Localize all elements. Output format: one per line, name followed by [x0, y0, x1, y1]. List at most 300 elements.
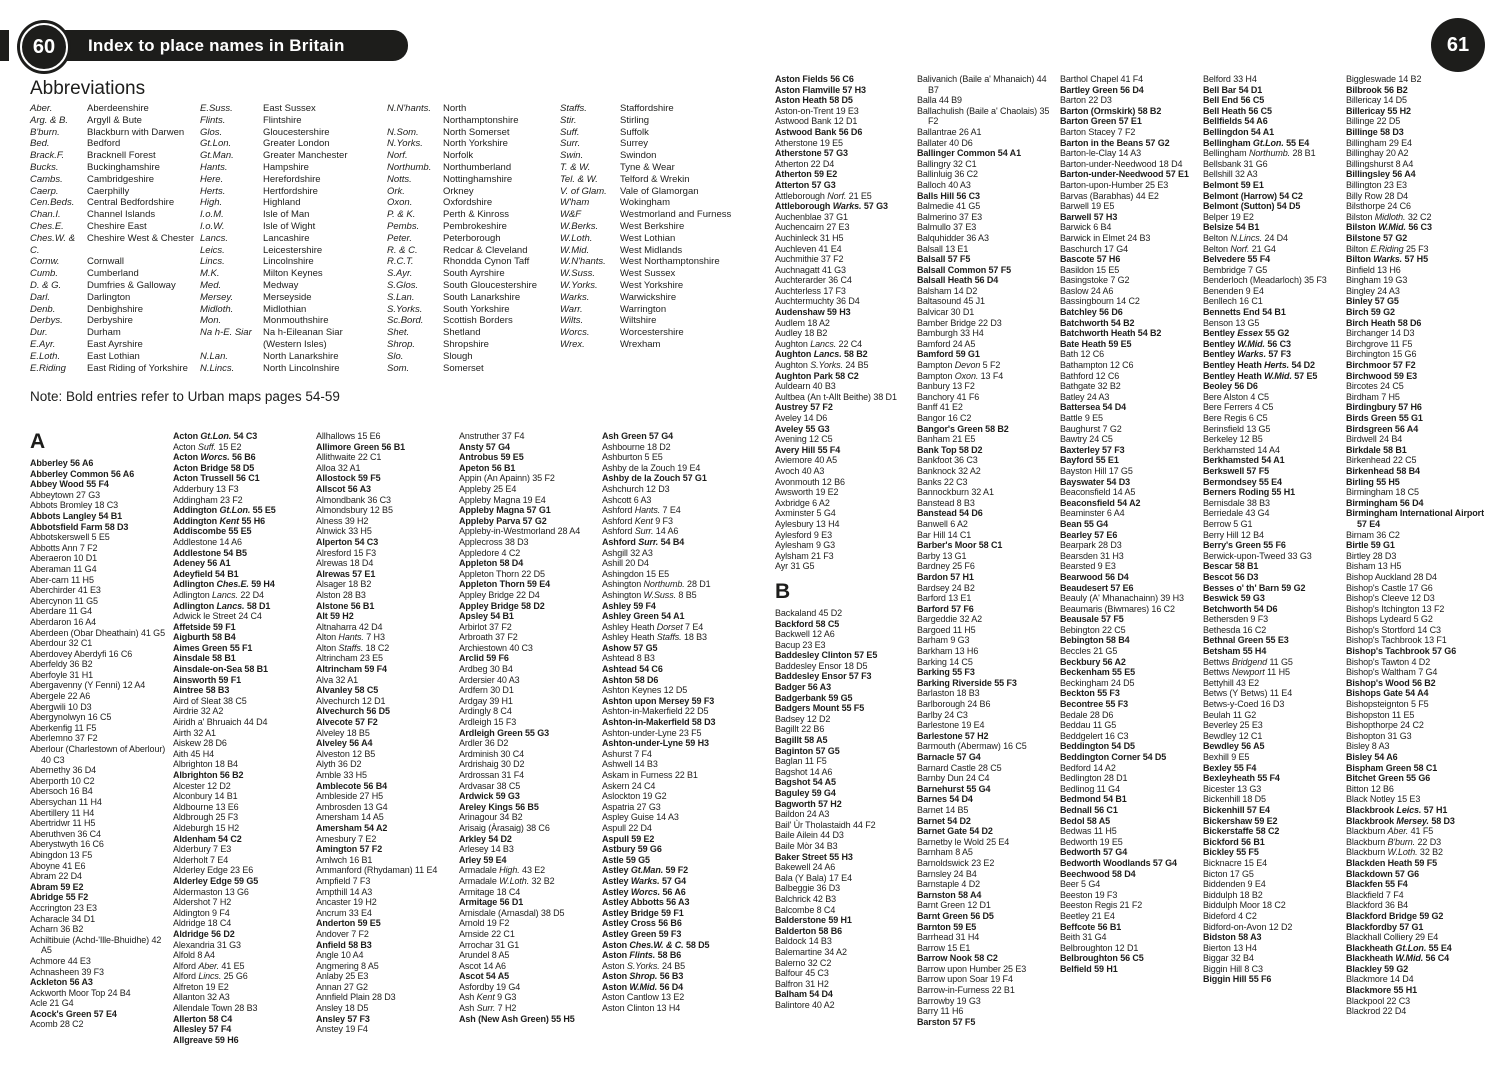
index-entry: Barford 57 F6 [917, 603, 974, 614]
index-entry: Bishop's Itchington 13 F2 [1346, 603, 1445, 614]
index-entry: Aberfoyle 31 H1 [30, 669, 94, 680]
abbreviation-definition: West Lothian [620, 232, 676, 244]
abbreviation: N.Yorks. [387, 138, 423, 150]
urban-maps-note: Note: Bold entries refer to Urban maps pages 54-59 [30, 389, 340, 404]
abbreviation-definition: Westmorland and Furness [620, 209, 732, 221]
abbreviation: M.K. [200, 268, 220, 280]
index-entry: Appledore 4 C2 [459, 547, 521, 558]
abbreviation-definition: Lancashire [263, 232, 310, 244]
index-entry: Benderloch (Meadarloch) 35 F3 [1203, 275, 1327, 286]
abbreviation-definition: East Lothian [87, 350, 140, 362]
index-entry: Aberaeron 10 D1 [30, 553, 98, 564]
index-entry: Baddesley Ensor 57 F3 [775, 671, 872, 682]
index-entry: Belford 33 H4 [1203, 74, 1257, 84]
page-number-right [1431, 18, 1485, 72]
index-entry: Altnaharra 42 D4 [316, 621, 383, 632]
index-entry: Bishop's Tawton 4 D2 [1346, 656, 1431, 667]
index-entry: Bedwas 11 H5 [1060, 826, 1117, 837]
index-entry: Ballantrae 26 A1 [917, 126, 982, 137]
index-entry: Berrow 5 G1 [1203, 518, 1253, 529]
abbreviation-definition: Somerset [443, 362, 484, 374]
abbreviation-definition: Shropshire [443, 338, 489, 350]
index-entry: Balfour 45 C3 [775, 968, 829, 979]
abbreviation-row [30, 127, 199, 139]
index-entry: Balivanich (Baile a' Mhanaich) 44 B7 [917, 74, 1047, 95]
index-entry: Alvecote 57 F2 [316, 717, 378, 728]
index-entry: Bernisdale 38 B3 [1203, 497, 1270, 508]
index-entry: Annfield Plain 28 D3 [316, 992, 396, 1003]
abbreviations-column-4 [560, 103, 742, 351]
index-entry: Bilston Midloth. 32 C2 [1346, 211, 1432, 222]
index-entry: Avoch 40 A3 [775, 465, 825, 476]
index-entry: Auchnagatt 41 G3 [775, 264, 846, 275]
index-entry: Appleby Parva 57 G2 [459, 515, 547, 526]
index-entry: Bitton 12 B6 [1346, 783, 1394, 794]
index-entry: Billericay 14 D5 [1346, 95, 1407, 106]
index-entry: Atherstone 19 E5 [775, 137, 843, 148]
index-entry: Aberlour (Charlestown of Aberlour) 40 C3 [30, 744, 166, 765]
index-entry: Barham 9 G3 [917, 635, 970, 646]
abbreviation-definition: Highland [263, 197, 301, 209]
index-entry: Belvedere 55 F4 [1203, 254, 1271, 265]
index-entry: Belsize 54 B1 [1203, 222, 1260, 233]
abbreviation-definition: East Sussex [263, 103, 316, 114]
index-entry: Batchley 56 D6 [1060, 307, 1123, 318]
index-entry: Bishops Lydeard 5 G2 [1346, 614, 1433, 625]
abbreviation-row [387, 174, 543, 186]
index-entry: Achmore 44 E3 [30, 955, 91, 966]
index-entry: Addlestone 54 B5 [173, 547, 247, 558]
index-entry: Avonmouth 12 B6 [775, 476, 845, 487]
index-entry: Ashby de la Zouch 57 G1 [602, 473, 707, 484]
index-entry: Bellingdon 54 A1 [1203, 126, 1275, 137]
index-entry: Acton Bridge 58 D5 [173, 462, 255, 473]
index-entry: Bewdley 56 A5 [1203, 741, 1265, 752]
index-entry: Blackford 36 B4 [1346, 900, 1409, 911]
abbreviation-definition: Peterborough [443, 232, 501, 244]
index-entry: Bail' Ùr Tholastaidh 44 F2 [775, 819, 876, 830]
index-entry: Bidford-on-Avon 12 D2 [1203, 921, 1293, 932]
abbreviation-row [30, 115, 199, 127]
index-entry: Bellingham Northumb. 28 B1 [1203, 148, 1316, 159]
index-entry: Bell Heath 56 C5 [1203, 105, 1272, 116]
index-entry: Aboyne 41 E6 [30, 860, 86, 871]
index-entry: Birchgrove 11 F5 [1346, 338, 1413, 349]
index-entry: Balham 54 D4 [775, 989, 833, 1000]
index-entry: Blackheath Gt.Lon. 55 E4 [1346, 942, 1452, 953]
index-entry: Bicknacre 15 E4 [1203, 857, 1268, 868]
abbreviation-definition: Milton Keynes [263, 268, 323, 280]
index-entry: Astley Worcs. 56 A6 [602, 886, 686, 897]
index-entry: Bembridge 7 G5 [1203, 264, 1268, 275]
abbreviation-definition: Herefordshire [263, 173, 321, 185]
index-entry: Bexley 55 F4 [1203, 762, 1257, 773]
abbreviation-row [387, 197, 543, 209]
abbreviation-row [200, 127, 381, 139]
index-entry: Addlestone 14 A6 [173, 536, 242, 547]
index-entry: Belbroughton 12 D1 [1060, 942, 1139, 953]
index-entry: Betws (Y Betws) 11 E4 [1203, 688, 1293, 699]
index-entry: Aber-carn 11 H5 [30, 574, 94, 585]
index-entry: Adlington Lancs. 58 D1 [173, 600, 271, 611]
index-entry: Bircotes 24 C5 [1346, 381, 1404, 392]
index-entry: Bamburgh 33 H4 [917, 328, 984, 339]
index-entry: Airth 32 A1 [173, 727, 216, 738]
abbreviation-definition: Lincolnshire [263, 256, 314, 268]
index-entry: Abbots Langley 54 B1 [30, 510, 123, 521]
index-entry: Blackpool 22 C3 [1346, 995, 1411, 1006]
index-entry: Atherton 22 D4 [775, 158, 835, 169]
abbreviation-definition: Midlothian [263, 303, 307, 315]
index-column-8 [1060, 74, 1200, 974]
index-entry: Bearsted 9 E3 [1060, 561, 1116, 572]
index-entry: Bishop's Tachbrook 13 F1 [1346, 635, 1447, 646]
abbreviation: E.Loth. [30, 350, 61, 362]
abbreviation-definition: Greater London [263, 138, 330, 150]
abbreviation: Mon. [200, 315, 222, 327]
abbreviation-row [560, 186, 742, 198]
index-entry: Auchmithie 37 F2 [775, 254, 844, 265]
index-entry: Astley Green 59 F3 [602, 928, 682, 939]
abbreviation: E.Suss. [200, 103, 233, 114]
abbreviation-definition: Medway [263, 279, 299, 291]
index-entry: Bingham 19 G3 [1346, 275, 1408, 286]
index-entry: Abram 59 E2 [30, 881, 84, 892]
index-entry: Areley Kings 56 B5 [459, 801, 539, 812]
abbreviation-row [30, 292, 199, 304]
index-entry: Abberley Common 56 A6 [30, 468, 135, 479]
index-entry: Ardleigh 15 F3 [459, 717, 517, 728]
abbreviation: W.N'hants. [560, 256, 606, 268]
index-entry: Bedmond 54 B1 [1060, 794, 1127, 805]
index-entry: Aberdaron 16 A4 [30, 616, 97, 627]
abbreviation: Wilts. [560, 315, 584, 327]
index-entry: Alvechurch 12 D1 [316, 695, 386, 706]
index-entry: Belfield 59 H1 [1060, 963, 1118, 974]
abbreviation-row [200, 363, 381, 375]
index-entry: Aberfeldy 36 B2 [30, 659, 93, 670]
index-entry: Bedworth 19 E5 [1060, 836, 1123, 847]
index-entry: Adeney 56 A1 [173, 558, 231, 569]
abbreviation-row [387, 351, 543, 363]
index-entry: Bathford 12 C6 [1060, 370, 1120, 381]
index-entry: Abergwili 10 D3 [30, 701, 92, 712]
index-entry: Barton in the Beans 57 G2 [1060, 137, 1170, 148]
index-entry: Bilbrook 56 B2 [1346, 84, 1408, 95]
index-entry: Aylesford 9 E3 [775, 529, 832, 540]
index-entry: Appley Bridge 22 D4 [459, 589, 540, 600]
index-entry: Abertridwr 11 H5 [30, 818, 96, 829]
index-entry: Barking 55 F3 [917, 667, 975, 678]
index-entry: Appleby Magna 57 G1 [459, 505, 551, 516]
index-entry: Bishopton 31 G3 [1346, 730, 1412, 741]
index-entry: Beith 31 G4 [1060, 932, 1107, 943]
index-entry: Baile Mòr 34 B3 [775, 840, 838, 851]
index-entry: Belmont (Harrow) 54 C2 [1203, 190, 1303, 201]
abbreviation-row [200, 245, 381, 257]
index-entry: Balsall 13 E1 [917, 243, 969, 254]
index-entry: Askern 24 C4 [602, 780, 656, 791]
index-entry: Beaconsfield 54 A2 [1060, 497, 1141, 508]
index-entry: Bagshot 54 A5 [775, 777, 836, 788]
index-entry: Bishop Auckland 28 D4 [1346, 571, 1437, 582]
index-entry: Bellshill 32 A3 [1203, 169, 1258, 180]
index-entry: Baile Ailein 44 D3 [775, 830, 844, 841]
index-entry: Bedlington 28 D1 [1060, 773, 1128, 784]
index-entry: Ardersier 40 A3 [459, 674, 520, 685]
abbreviation-definition: Telford & Wrekin [620, 173, 690, 185]
index-entry: Abernethy 36 D4 [30, 765, 97, 776]
index-entry: Aldbrough 25 F3 [173, 812, 239, 823]
abbreviation-row [387, 127, 543, 139]
abbreviation-row [387, 209, 543, 221]
index-entry: Alton Hants. 7 H3 [316, 632, 385, 643]
index-entry: Balvicar 30 D1 [917, 307, 975, 318]
abbreviation-row [560, 245, 742, 257]
index-entry: Arnside 22 C1 [459, 928, 515, 939]
abbreviation: Brack.F. [30, 150, 65, 162]
index-entry: Aldbourne 13 E6 [173, 801, 239, 812]
index-entry: Ashcott 6 A3 [602, 494, 652, 505]
title-bar [40, 30, 408, 61]
index-entry: Awsworth 19 E2 [775, 487, 839, 498]
abbreviation-definition: Warwickshire [620, 291, 677, 303]
index-entry: Blackhall Colliery 29 E4 [1346, 932, 1439, 943]
index-entry: Bescot 56 D3 [1203, 571, 1259, 582]
index-entry: Beckenham 55 E5 [1060, 667, 1136, 678]
abbreviation: I.o.M. [200, 209, 224, 221]
index-entry: Abram 22 D4 [30, 871, 82, 882]
abbreviation-row [560, 304, 742, 316]
index-entry: Ambleside 27 H5 [316, 791, 384, 802]
abbreviation-row [200, 280, 381, 292]
abbreviation-row [560, 256, 742, 268]
index-entry: Balla 44 B9 [917, 95, 962, 106]
index-entry: Baguley 59 G4 [775, 788, 836, 798]
index-entry: Abbotts Ann 7 F2 [30, 542, 98, 553]
index-entry: Balsall 57 F5 [917, 254, 971, 265]
index-entry: Balsall Heath 56 D4 [917, 275, 999, 286]
index-entry: Bere Alston 4 C5 [1203, 391, 1269, 402]
letter-heading: A [30, 430, 46, 453]
abbreviation: W'ham [560, 197, 590, 209]
abbreviation: Na h-E. Siar [200, 327, 252, 339]
abbreviation: N.Lan. [200, 350, 228, 362]
abbreviation-row [30, 256, 199, 268]
index-entry: Bellfields 54 A6 [1203, 116, 1268, 127]
index-entry: Aspull 22 D4 [602, 822, 652, 833]
index-entry: Bentley Essex 55 G2 [1203, 328, 1290, 339]
index-entry: Allgreave 59 H6 [173, 1034, 239, 1045]
index-entry: Bearpark 28 D3 [1060, 540, 1122, 551]
index-entry: Baughurst 7 G2 [1060, 423, 1122, 434]
abbreviation-definition: South Lanarkshire [443, 291, 521, 303]
abbreviation-row [30, 209, 199, 221]
index-entry: Austrey 57 F2 [775, 402, 833, 413]
index-entry: Acharacle 34 D1 [30, 913, 96, 924]
abbreviation: W.Suss. [560, 268, 596, 280]
abbreviation-definition: Staffordshire [620, 103, 674, 114]
index-entry: Backwell 12 A6 [775, 629, 835, 640]
index-entry: Barber's Moor 58 C1 [917, 540, 1003, 551]
index-entry: Ardleigh Green 55 G3 [459, 727, 550, 738]
index-entry: Barton Stacey 7 F2 [1060, 126, 1136, 137]
index-entry: Alderbury 7 E3 [173, 844, 232, 855]
abbreviation: Bed. [30, 138, 50, 150]
abbreviation: W.Yorks. [560, 279, 598, 291]
abbreviation: N.Som. [387, 126, 419, 138]
index-entry: Bisley 8 A3 [1346, 741, 1390, 752]
abbreviation-row [30, 221, 199, 233]
index-entry: Bardon 57 H1 [917, 571, 974, 582]
index-entry: Appleby Magna 19 E4 [459, 494, 546, 505]
index-entry: Bar Hill 14 C1 [917, 529, 972, 540]
index-entry: Ashley Heath Dorset 7 E4 [602, 621, 704, 632]
index-entry: Aston Flints. 58 B6 [602, 950, 682, 961]
index-entry: Billingshurst 8 A4 [1346, 158, 1414, 169]
index-entry: Beulah 11 G2 [1203, 709, 1257, 720]
abbreviation: Shet. [387, 327, 410, 339]
index-entry: Acton Worcs. 56 B6 [173, 452, 256, 463]
index-entry: Betsham 55 H4 [1203, 646, 1267, 657]
index-entry: Arley 59 E4 [459, 854, 507, 865]
abbreviation-row [387, 268, 543, 280]
index-entry: Alresford 15 F3 [316, 547, 377, 558]
index-entry: Astle 59 G5 [602, 854, 650, 865]
index-entry: Adlington Ches.E. 59 H4 [173, 579, 275, 590]
index-entry: Archiestown 40 C3 [459, 642, 533, 653]
index-entry: Banff 41 E2 [917, 402, 963, 413]
index-entry: Bannockburn 32 A1 [917, 487, 994, 498]
index-entry: Aston Flamville 57 H3 [775, 84, 866, 95]
index-entry: Abergele 22 A6 [30, 691, 91, 702]
index-entry: Birdingbury 57 H6 [1346, 402, 1422, 413]
index-entry: Barrow upon Soar 19 F4 [917, 974, 1013, 985]
index-entry: Berkhamsted 54 A1 [1203, 455, 1285, 466]
index-entry: Auchenblae 37 G1 [775, 211, 848, 222]
index-entry: Bardsey 24 B2 [917, 582, 975, 593]
abbreviation-row [387, 245, 543, 257]
index-entry: Amblecote 56 B4 [316, 780, 388, 791]
abbreviation: Med. [200, 279, 222, 291]
index-entry: Bank Top 58 D2 [917, 444, 983, 455]
abbreviation-definition: Suffolk [620, 126, 649, 138]
index-entry: Ansley 57 F3 [316, 1013, 370, 1024]
index-entry: Alsager 18 B2 [316, 579, 372, 590]
index-entry: Acock's Green 57 E4 [30, 1008, 117, 1019]
abbreviation-definition: Orkney [443, 185, 474, 197]
index-entry: Aston S.Yorks. 24 B5 [602, 960, 686, 971]
index-entry: Aberdare 11 G4 [30, 606, 92, 617]
index-entry: Baddesley Clinton 57 E5 [775, 650, 878, 661]
abbreviation-definition: Cambridgeshire [87, 173, 155, 185]
index-entry: Bentley Heath Herts. 54 D2 [1203, 360, 1315, 371]
abbreviation-definition: South Ayrshire [443, 268, 505, 280]
abbreviation-definition: Caerphilly [87, 185, 130, 197]
index-entry: Barton-under-Needwood 18 D4 [1060, 158, 1183, 169]
index-entry: Bishop's Stortford 14 C3 [1346, 624, 1441, 635]
abbreviation-row [200, 256, 381, 268]
abbreviation-definition: East Ayrshire [87, 338, 143, 350]
abbreviation-row [30, 339, 199, 351]
index-entry: Balerno 32 C2 [775, 957, 832, 968]
index-entry: Ashington W.Suss. 8 B5 [602, 589, 697, 600]
index-entry: Ardgay 39 H1 [459, 695, 513, 706]
index-entry: Birchmoor 57 F2 [1346, 360, 1416, 371]
abbreviation-definition: Isle of Man [263, 209, 310, 221]
index-entry: Atherstone 57 G3 [775, 148, 848, 159]
index-entry: Ballinluig 36 C2 [917, 169, 978, 180]
index-entry: Appley Bridge 58 D2 [459, 600, 545, 611]
abbreviation: Caerp. [30, 185, 59, 197]
abbreviation-definition: West Northamptonshire [620, 256, 720, 268]
index-entry: Birkdale 58 B1 [1346, 444, 1407, 455]
index-entry: Bathgate 32 B2 [1060, 381, 1121, 392]
index-entry: Ashtead 54 C6 [602, 664, 663, 675]
index-entry: Alton Staffs. 18 C2 [316, 642, 390, 653]
index-entry: Aston Clinton 13 H4 [602, 1003, 681, 1014]
abbreviation: Warr. [560, 303, 583, 315]
abbreviation-row [387, 304, 543, 316]
abbreviation-row [200, 327, 381, 351]
index-entry: Billinge 22 D5 [1346, 116, 1401, 127]
index-entry: Ardminish 30 C4 [459, 748, 525, 759]
index-entry: Astley Warks. 57 G4 [602, 875, 687, 886]
index-entry: Ashill 20 D4 [602, 558, 649, 569]
index-entry: Bescar 58 B1 [1203, 561, 1259, 572]
abbreviation: Gt.Man. [200, 150, 234, 162]
abbreviation-row [387, 138, 543, 150]
abbreviation-definition: East Riding of Yorkshire [87, 362, 188, 374]
abbreviation: Hants. [200, 161, 228, 173]
index-entry: Bishopthorpe 24 C2 [1346, 720, 1424, 731]
index-entry: Blackfordby 57 G1 [1346, 921, 1424, 932]
index-entry: Batley 24 A3 [1060, 391, 1110, 402]
index-entry: Ashton-in-Makerfield 58 D3 [602, 717, 716, 728]
index-entry: Bickershaw 59 E2 [1203, 815, 1278, 826]
index-entry: Appin (An Apainn) 35 F2 [459, 473, 555, 484]
index-entry: Blackheath W.Mid. 56 C4 [1346, 953, 1450, 964]
index-entry: Balsall Common 57 F5 [917, 264, 1012, 275]
abbreviation-definition: Cumberland [87, 268, 139, 280]
index-entry: Billericay 55 H2 [1346, 105, 1411, 116]
index-entry: Aldeburgh 15 H2 [173, 822, 240, 833]
index-entry: Barnes 54 D4 [917, 794, 973, 805]
index-entry: Bascote 57 H6 [1060, 254, 1121, 265]
index-entry: Aston Ches.W. & C. 58 D5 [602, 939, 710, 950]
index-entry: Bamford 24 A5 [917, 338, 976, 349]
abbreviation: Northumb. [387, 161, 432, 173]
index-entry: Ashingdon 15 E5 [602, 568, 670, 579]
index-entry: Acharn 36 B2 [30, 924, 84, 935]
index-entry: Berry Hill 12 B4 [1203, 529, 1264, 540]
abbreviation-row [200, 292, 381, 304]
index-entry: Backford 58 C5 [775, 618, 840, 629]
abbreviation: Midloth. [200, 303, 234, 315]
index-entry: Ashwell 14 B3 [602, 759, 658, 770]
index-entry: Balmedie 41 G5 [917, 201, 981, 212]
index-entry: Arbirlot 37 F2 [459, 621, 512, 632]
index-entry: Billinghay 20 A2 [1346, 148, 1409, 159]
abbreviation-row [30, 363, 199, 375]
index-entry: Axminster 5 G4 [775, 508, 836, 519]
abbreviation-definition: Argyll & Bute [87, 114, 142, 126]
index-entry: Ashley Green 54 A1 [602, 611, 685, 622]
index-entry: Abertillery 11 H4 [30, 807, 95, 818]
abbreviation-row [387, 280, 543, 292]
index-column-10 [1346, 74, 1486, 1017]
index-entry: Auchencairn 27 E3 [775, 222, 850, 233]
